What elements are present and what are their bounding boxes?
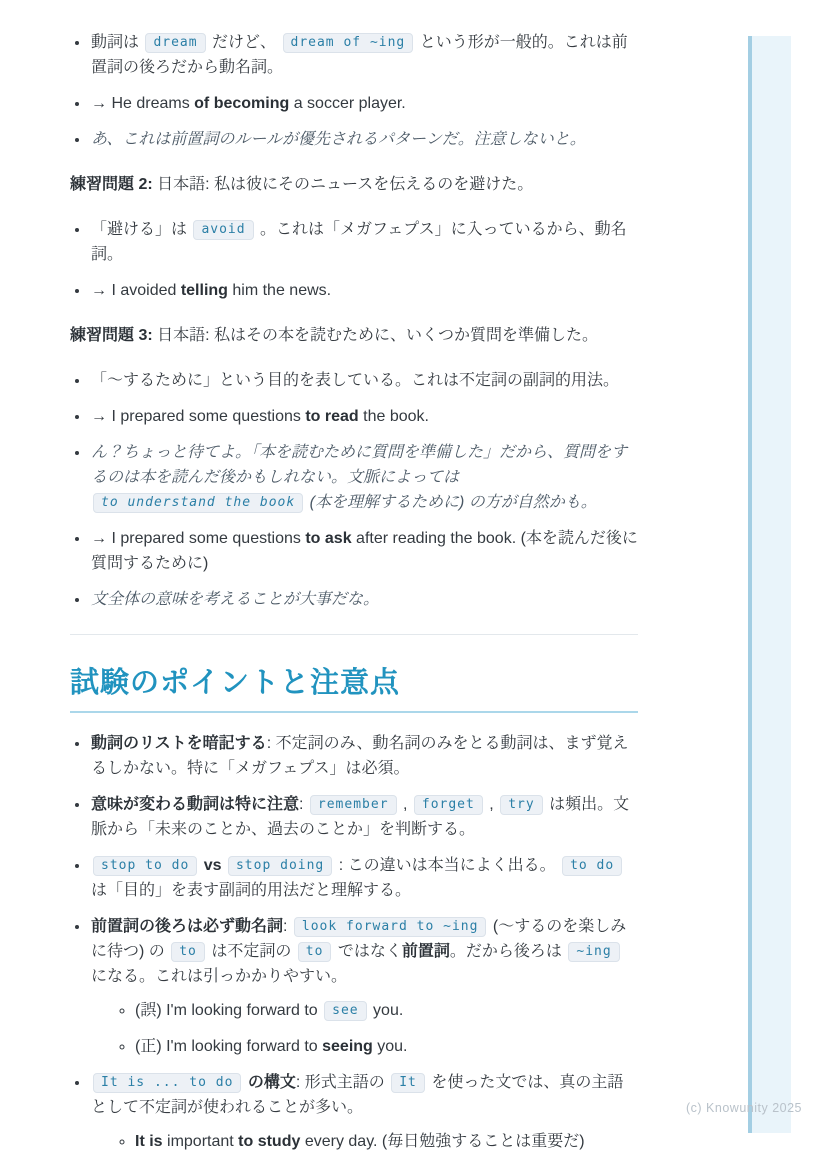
- code-chip: forget: [414, 795, 483, 815]
- code-chip: stop to do: [93, 856, 197, 876]
- list-item: • ん？ちょっと待てよ。「本を読むために質問を準備した」だから、質問をするのは本を読んだ後かもしれない。文脈によっては to understand the book (本を理解するために) の方が自然かも。: [90, 440, 638, 515]
- code-chip: It is ... to do: [93, 1073, 241, 1093]
- list-item: • 文全体の意味を考えることが大事だな。: [90, 587, 638, 612]
- list-item: • あ、これは前置詞のルールが優先されるパターンだ。注意しないと。: [90, 127, 638, 152]
- list-item: • It is ... to do の構文: 形式主語の It を使った文では、真の主語として不定詞が使われることが多い。 ◦ It is important to study every day. (毎日勉強することは重要だ): [90, 1070, 638, 1154]
- document-content: [70, 30, 638, 1174]
- list-item: • → I prepared some questions to read the book.: [90, 404, 638, 429]
- list-item: • 「〜するために」という目的を表している。これは不定詞の副詞的用法。: [90, 368, 638, 393]
- bullet-list: [70, 217, 638, 303]
- list-item: • stop to do vs stop doing : この違いは本当によく出る。 to do は「目的」を表す副詞的用法だと理解する。: [90, 853, 638, 903]
- code-chip: remember: [310, 795, 397, 815]
- scrollbar-thumb[interactable]: [748, 36, 752, 1133]
- list-item: • 意味が変わる動詞は特に注意: remember , forget , try は頻出。文脈から「未来のことか、過去のことか」を判断する。: [90, 792, 638, 842]
- bold-text: seeing: [322, 1038, 373, 1055]
- code-chip: to: [298, 942, 332, 962]
- bold-text: It is: [135, 1133, 163, 1150]
- code-chip: dream: [145, 33, 205, 53]
- bold-text: vs: [203, 857, 222, 874]
- list-item: • → He dreams of becoming a soccer player.: [90, 91, 638, 116]
- code-chip: try: [500, 795, 542, 815]
- bullet-list: [70, 731, 638, 1154]
- bold-text: to read: [305, 408, 359, 425]
- bold-text: 練習問題 3:: [70, 327, 153, 344]
- code-chip: to understand the book: [93, 493, 303, 513]
- bold-text: 意味が変わる動詞は特に注意: [91, 796, 300, 813]
- code-chip: to do: [562, 856, 622, 876]
- bold-text: of becoming: [194, 95, 290, 112]
- code-chip: It: [391, 1073, 425, 1093]
- list-item: • → I avoided telling him the news.: [90, 278, 638, 303]
- bold-text: 前置詞: [401, 943, 450, 960]
- bold-text: to study: [238, 1133, 301, 1150]
- code-chip: dream of ~ing: [283, 33, 414, 53]
- bold-text: の構文: [247, 1074, 296, 1091]
- list-item: • 動詞は dream だけど、 dream of ~ing という形が一般的。これは前置詞の後ろだから動名詞。: [90, 30, 638, 80]
- sub-bullet-list: [91, 1129, 638, 1154]
- watermark: (c) Knowunity 2025: [686, 1101, 803, 1115]
- code-chip: ~ing: [568, 942, 619, 962]
- code-chip: stop doing: [228, 856, 332, 876]
- sub-list-item: ◦ (誤) I'm looking forward to see you.: [135, 998, 638, 1023]
- bullet-list: [70, 30, 638, 152]
- code-chip: look forward to ~ing: [294, 917, 487, 937]
- side-panel-strip: [752, 36, 791, 1133]
- sub-list-item: ◦ (正) I'm looking forward to seeing you.: [135, 1034, 638, 1059]
- code-chip: avoid: [193, 220, 253, 240]
- bold-text: 動詞のリストを暗記する: [91, 735, 267, 752]
- bold-text: telling: [180, 282, 228, 299]
- list-item: • 前置詞の後ろは必ず動名詞: look forward to ~ing (〜するのを楽しみに待つ) の to は不定詞の to ではなく前置詞。だから後ろは ~ing になる。これは引っかかりやすい。 ◦ (誤) I'm looking forward to see you. ◦ (正) I'm looking forward to seeing you.: [90, 914, 638, 1059]
- list-item: • 「避ける」は avoid 。これは「メガフェプス」に入っているから、動名詞。: [90, 217, 638, 267]
- paragraph: 練習問題 2: 日本語: 私は彼にそのニュースを伝えるのを避けた。: [70, 176, 534, 193]
- code-chip: to: [171, 942, 205, 962]
- code-chip: see: [324, 1001, 366, 1021]
- list-item: • → I prepared some questions to ask after reading the book. (本を読んだ後に質問するために): [90, 526, 638, 576]
- paragraph: 練習問題 3: 日本語: 私はその本を読むために、いくつか質問を準備した。: [70, 327, 599, 344]
- sub-list-item: ◦ It is important to study every day. (毎日勉強することは重要だ): [135, 1129, 638, 1154]
- bold-text: 前置詞の後ろは必ず動名詞: [91, 918, 284, 935]
- bullet-list: [70, 368, 638, 612]
- bold-text: to ask: [305, 530, 352, 547]
- section-heading: 試験のポイントと注意点: [70, 665, 638, 713]
- list-item: • 動詞のリストを暗記する: 不定詞のみ、動名詞のみをとる動詞は、まず覚えるしかない。特に「メガフェプス」は必須。: [90, 731, 638, 781]
- sub-bullet-list: [91, 998, 638, 1059]
- bold-text: 練習問題 2:: [70, 176, 153, 193]
- section-divider: [70, 634, 638, 635]
